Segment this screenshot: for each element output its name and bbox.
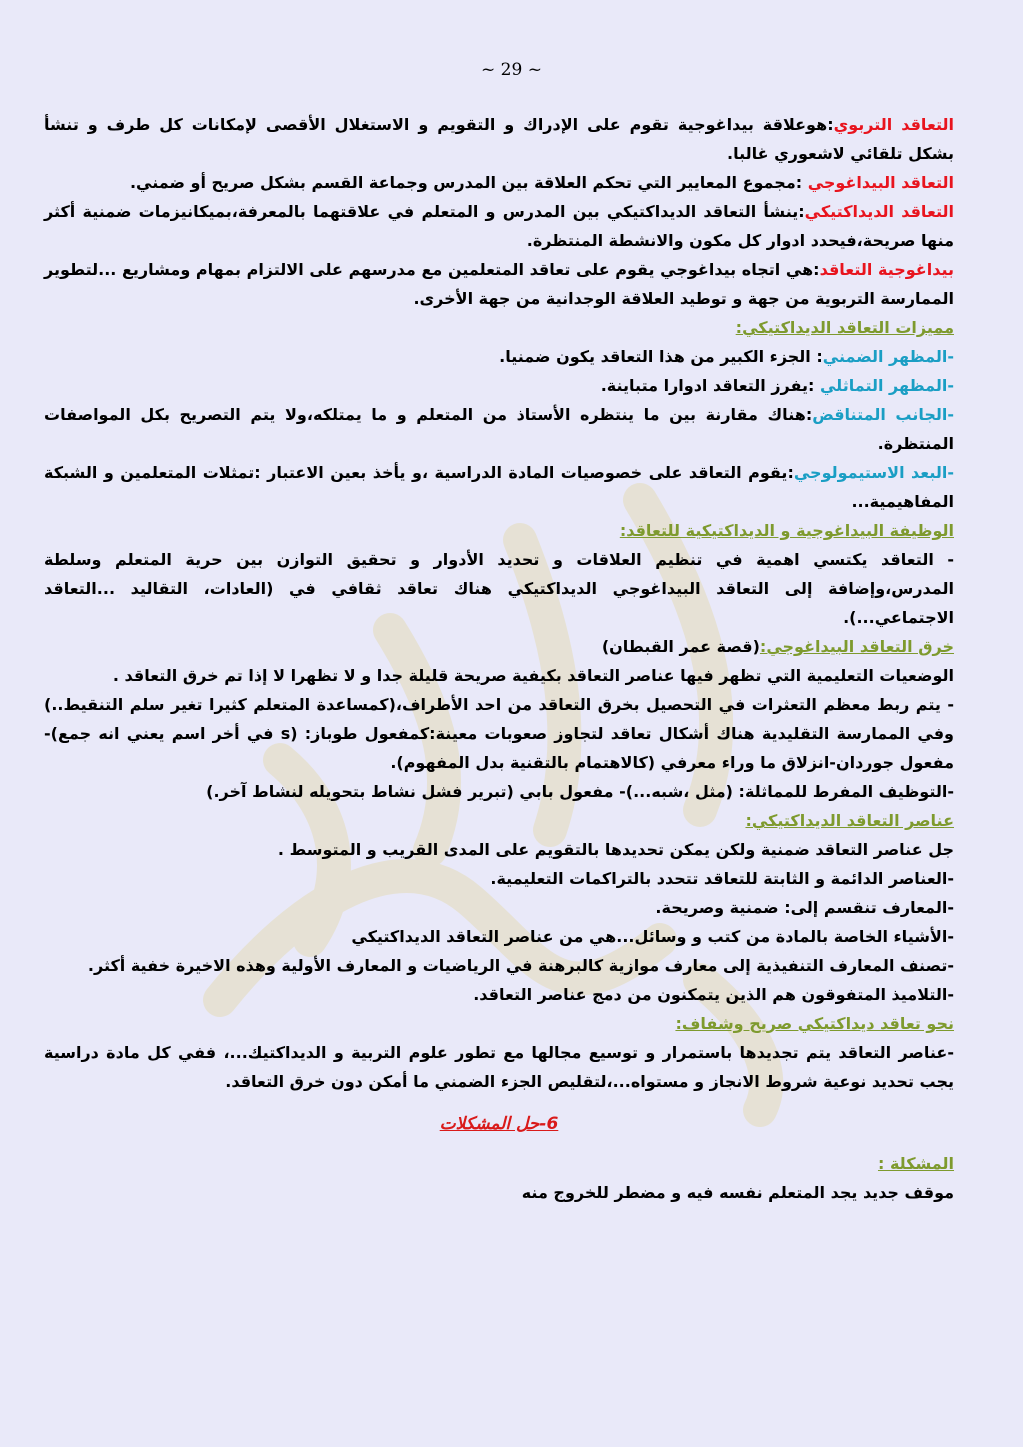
separator: : <box>805 405 813 424</box>
elements-heading: عناصر التعاقد الديداكتيكي: <box>745 811 954 830</box>
section-heading-problem <box>44 1149 954 1178</box>
definition-text: مجموع المعايير التي تحكم العلاقة بين المدرس وجماعة القسم بشكل صريح أو ضمني. <box>129 173 796 192</box>
document-body <box>44 110 954 1207</box>
feature-term: -البعد الاستيمولوجي <box>793 463 954 482</box>
definition-paragraph <box>44 168 954 197</box>
separator: : <box>813 260 820 279</box>
feature-text: الجزء الكبير من هذا التعاقد يكون ضمنيا. <box>499 347 811 366</box>
separator: : <box>787 463 794 482</box>
features-heading: مميزات التعاقد الديداكتيكي: <box>735 318 954 337</box>
breach-line: - يتم ربط معظم التعثرات في التحصيل بخرق التعاقد من احد الأطراف،(كمساعدة المتعلم كثيرا تغير سلم التنقيط..) وفي الممارسة التقليدية هناك أشكال تعاقد لتجاوز صعوبات معينة:كمفعول طوباز: (s في أخر اسم يعني انه جمع)-مفعول جوردان-انزلاق ما وراء معرفي (كالاهتمام بالتقنية بدل المفهوم). <box>44 695 954 772</box>
feature-term: -المظهر الضمني <box>822 347 954 366</box>
separator: : <box>795 173 808 192</box>
section-heading-toward <box>44 1009 954 1038</box>
breach-line: الوضعيات التعليمية التي تظهر فيها عناصر التعاقد بكيفية صريحة قليلة جدا و لا تظهرا لا إذا تم خرق التعاقد . <box>112 666 954 685</box>
feature-term: -المظهر التماثلي <box>819 376 954 395</box>
section-heading-breach <box>44 632 954 661</box>
elements-line: -العناصر الدائمة و الثابتة للتعاقد تتحدد بالتراكمات التعليمية. <box>490 869 954 888</box>
feature-term: -الجانب المتناقض <box>812 405 955 424</box>
problem-heading: المشكلة : <box>877 1154 954 1173</box>
definition-paragraph <box>44 197 954 255</box>
feature-item <box>44 400 954 458</box>
definition-text: هي اتجاه بيداغوجي يقوم على تعاقد المتعلمين مع مدرسهم على الالتزام بمهام ومشاريع ...لتطوير الممارسة التربوية من جهة و توطيد العلاقة الوجدانية من جهة الأخرى. <box>44 260 954 308</box>
elements-line: -الأشياء الخاصة بالمادة من كتب و وسائل...هي من عناصر التعاقد الديداكتيكي <box>351 927 954 946</box>
elements-line: -تصنف المعارف التنفيذية إلى معارف موازية كالبرهنة في الرياضيات و المعارف الأولية وهذه الاخيرة خفية أكثر. <box>87 956 954 975</box>
separator: : <box>827 115 834 134</box>
definition-paragraph <box>44 255 954 313</box>
function-text: - التعاقد يكتسي اهمية في تنظيم العلاقات و تحديد الأدوار و تحقيق التوازن بين حرية المتعلم وسلطة المدرس،وإضافة إلى التعاقد البيداغوجي الديداكتيكي هناك تعاقد ثقافي في (العادات، التقاليد ...التعاقد الاجتماعي...). <box>44 550 954 627</box>
elements-line: جل عناصر التعاقد ضمنية ولكن يمكن تحديدها بالتقويم على المدى القريب و المتوسط . <box>277 840 954 859</box>
separator: : <box>810 347 823 366</box>
problem-text: موقف جديد يجد المتعلم نفسه فيه و مضطر للخروج منه <box>521 1183 954 1202</box>
feature-text: يقوم التعاقد على خصوصيات المادة الدراسية ،و يأخذ بعين الاعتبار :تمثلات المتعلمين و الشبكة المفاهيمية... <box>44 463 954 511</box>
section-heading-features <box>44 313 954 342</box>
definition-term: التعاقد البيداغوجي <box>807 173 954 192</box>
feature-text: هناك مقارنة بين ما ينتظره الأستاذ من المتعلم و ما يمتلكه،ولا يتم التصريح بكل المواصفات المنتظرة. <box>44 405 954 453</box>
toward-heading: نحو تعاقد ديداكتيكي صريح وشفاف: <box>675 1014 954 1033</box>
section-title-problem-solving: 6-حل المشكلات <box>439 1114 559 1134</box>
feature-item <box>44 458 954 516</box>
separator: : <box>808 376 820 395</box>
elements-line: -التلاميذ المتفوقون هم الذين يتمكنون من دمج عناصر التعاقد. <box>473 985 954 1004</box>
separator: : <box>798 202 805 221</box>
feature-item <box>44 371 954 400</box>
breach-subtitle: (قصة عمر القبطان) <box>601 637 760 656</box>
section-heading-function <box>44 516 954 545</box>
definition-term: التعاقد التربوي <box>833 115 954 134</box>
feature-text: يفرز التعاقد ادوارا متباينة. <box>600 376 809 395</box>
function-heading: الوظيفة البيداغوجية و الديداكتيكية للتعاقد: <box>619 521 954 540</box>
section-heading-elements <box>44 806 954 835</box>
breach-heading: خرق التعاقد البيداغوجي: <box>759 637 954 656</box>
definition-term: التعاقد الديداكتيكي <box>804 202 954 221</box>
breach-line: -التوظيف المفرط للمماثلة: (مثل ،شبه...)- مفعول بابي (تبرير فشل نشاط بتحويله لنشاط آخر.) <box>206 782 954 801</box>
definition-term: بيداغوجية التعاقد <box>819 260 954 279</box>
elements-line: -المعارف تنقسم إلى: ضمنية وصريحة. <box>655 898 954 917</box>
toward-text: -عناصر التعاقد يتم تجديدها باستمرار و توسيع مجالها مع تطور علوم التربية و الديداكتيك...، ففي كل مادة دراسية يجب تحديد نوعية شروط الانجاز و مستواه...،لتقليص الجزء الضمني ما أمكن دون خرق التعاقد. <box>44 1043 954 1091</box>
feature-item <box>44 342 954 371</box>
definition-paragraph <box>44 110 954 168</box>
page-number: ~ 29 ~ <box>481 60 542 80</box>
definition-text: هوعلاقة بيداغوجية تقوم على الإدراك و التقويم و الاستغلال الأقصى لإمكانات كل طرف و تنشأ بشكل تلقائي لاشعوري غالبا. <box>44 115 954 163</box>
definition-text: ينشأ التعاقد الديداكتيكي بين المدرس و المتعلم في علاقتهما بالمعرفة،بميكانيزمات ضمنية أكثر منها صريحة،فيحدد ادوار كل مكون والانشطة المنتظرة. <box>44 202 954 250</box>
